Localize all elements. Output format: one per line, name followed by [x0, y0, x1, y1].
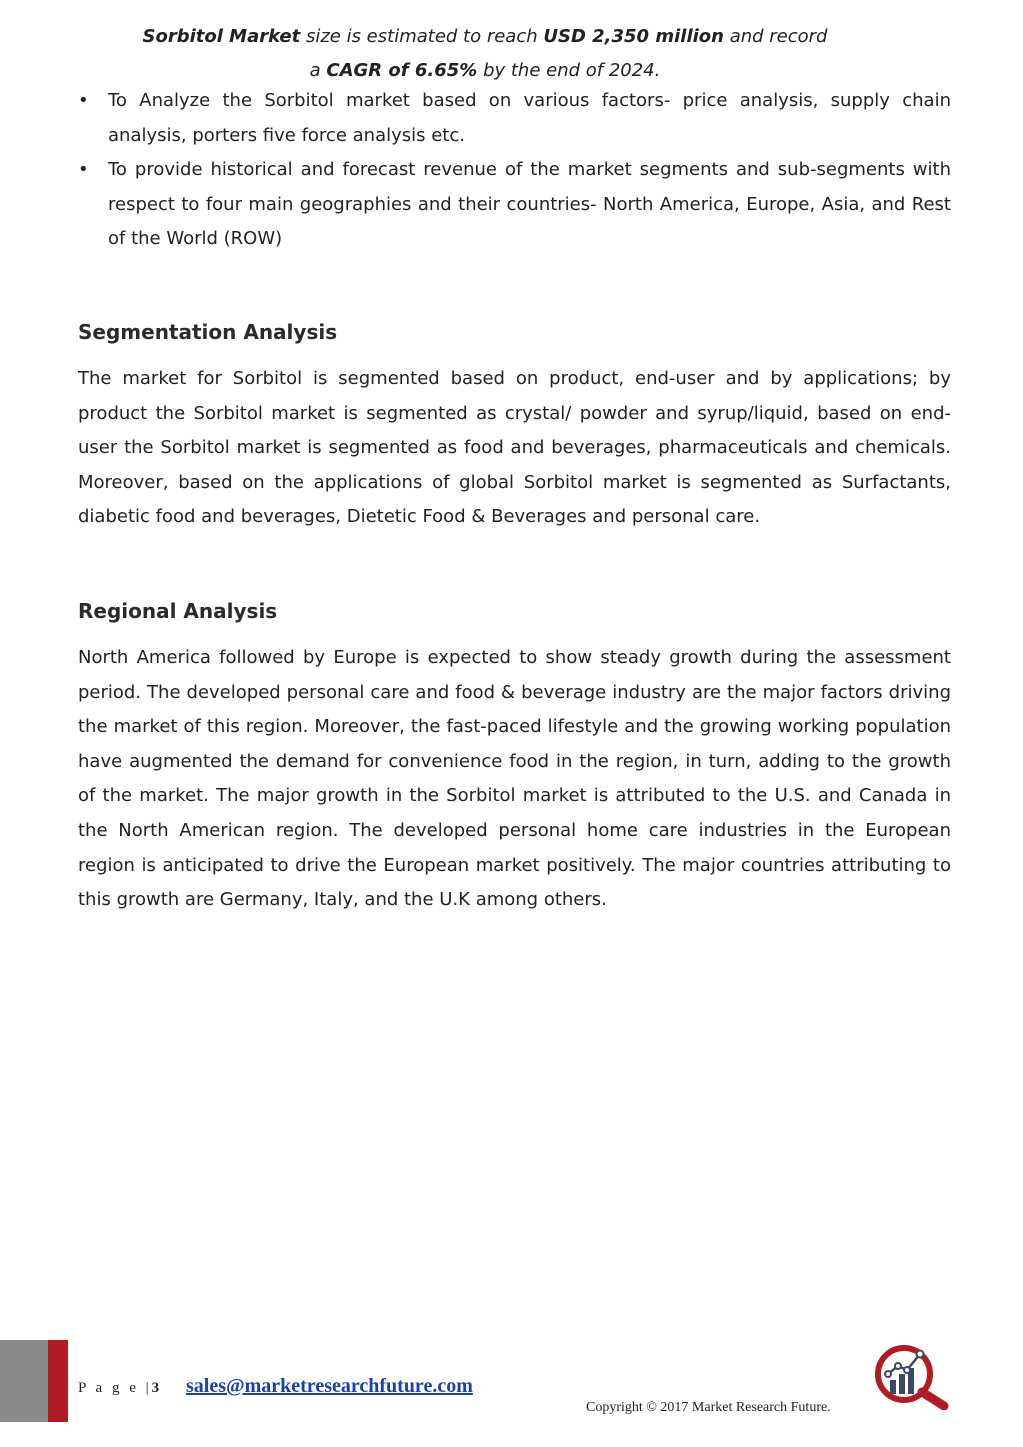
list-item [78, 84, 951, 153]
sales-email-link[interactable]: sales@marketresearchfuture.com [186, 1375, 473, 1397]
bullet-icon: • [78, 159, 89, 180]
bullet-icon: • [78, 90, 89, 111]
intro-line-1 [0, 20, 970, 54]
footer-red-bar [48, 1340, 68, 1422]
regional-paragraph: North America followed by Europe is expected to show steady growth during the assessment period. The developed personal care and food & beverage industry are the major factors driving the market of this region. Moreover, the fast-paced lifestyle and the growing working population have augmented the demand for convenience food in the region, in turn, adding to the growth of the market. The major growth in the Sorbitol market is attributed to the U.S. and Canada in the North American region. The developed personal home care industries in the European region is anticipated to drive the European market positively. The major countries attributing to this growth are Germany, Italy, and the U.K among others. [78, 647, 951, 911]
footer-grey-bar [0, 1340, 48, 1422]
page-number-value: 3 [151, 1380, 160, 1396]
copyright-text: Copyright © 2017 Market Research Future. [586, 1400, 831, 1415]
intro-market-size: USD 2,350 million [543, 26, 724, 47]
intro-text: a [309, 60, 327, 81]
list-item [78, 153, 951, 257]
segmentation-paragraph: The market for Sorbitol is segmented based on product, end-user and by applications; by product the Sorbitol market is segmented as crystal/ powder and syrup/liquid, based on end-user the Sorbitol market is segmented as food and beverages, pharmaceuticals and chemicals. Moreover, based on the applications of global Sorbitol market is segmented as Surfactants, diabetic food and beverages, Dietetic Food & Beverages and personal care. [78, 368, 951, 528]
intro-market-name: Sorbitol Market [142, 26, 301, 47]
intro-text: by the end of 2024. [477, 60, 661, 81]
intro-line-2 [0, 54, 970, 88]
intro-text: size is estimated to reach [300, 26, 544, 47]
page-label: P a g e | [78, 1380, 152, 1396]
page-number [78, 1380, 159, 1397]
segmentation-heading: Segmentation Analysis [78, 320, 338, 344]
list-item-text: To Analyze the Sorbitol market based on various factors- price analysis, supply chain analysis, porters five force analysis etc. [108, 90, 951, 146]
intro-summary [0, 20, 970, 88]
intro-cagr: CAGR of 6.65% [326, 60, 478, 81]
regional-heading: Regional Analysis [78, 599, 278, 623]
list-item-text: To provide historical and forecast revenue of the market segments and sub-segments with respect to four main geographies and their countries- North America, Europe, Asia, and Rest of the World (ROW) [108, 159, 951, 249]
intro-text: and record [723, 26, 828, 47]
market-research-future-logo-icon [874, 1340, 954, 1410]
objectives-list [78, 84, 951, 257]
